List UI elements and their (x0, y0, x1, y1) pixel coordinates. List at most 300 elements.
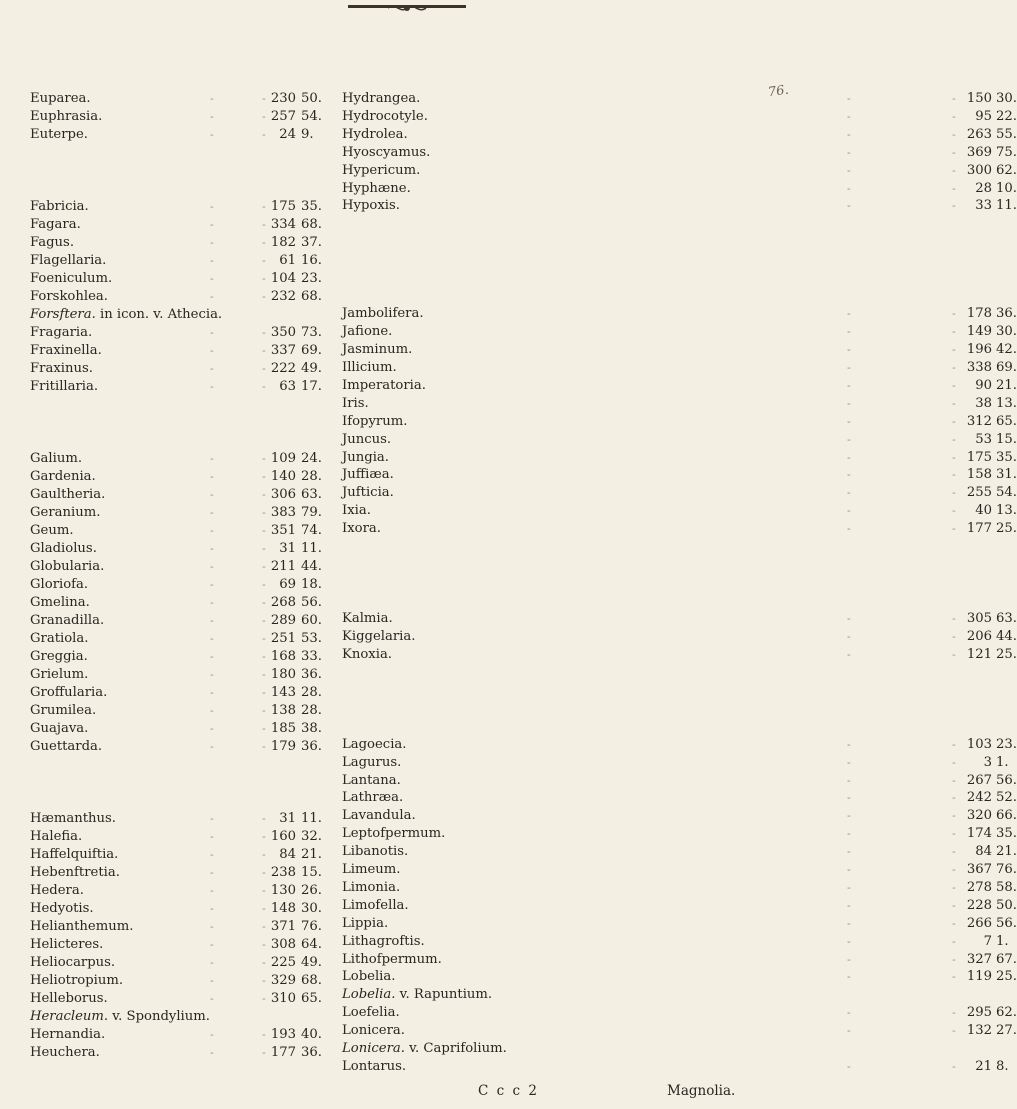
leader-dash: - (847, 863, 851, 876)
leader-dash: - (262, 740, 266, 753)
entry-name: Globularia. (30, 559, 105, 574)
section-number: 63. (996, 611, 1017, 626)
leader-dash: - (262, 920, 266, 933)
leader-dash: - (262, 866, 266, 879)
leader-dash: - (847, 1059, 851, 1073)
entry-name: Euterpe. (30, 127, 88, 142)
leader-dash: - (262, 812, 266, 825)
leader-dash: - (210, 380, 214, 393)
entry-name: Granadilla. (30, 613, 105, 628)
leader-dash: - (210, 884, 214, 897)
entry-name: Jufticia. (342, 485, 394, 501)
leader-dash: - (847, 199, 851, 213)
page-number: 329 (270, 973, 296, 988)
leader-dash: - (952, 612, 956, 625)
leader-dash: - (210, 110, 214, 123)
leader-dash: - (262, 722, 266, 735)
page-number: 138 (270, 703, 296, 718)
entry-name: Hydrolea. (342, 126, 408, 142)
section-number: 16. (301, 253, 322, 268)
leader-dash: - (210, 578, 214, 591)
entry-name: Heuchera. (30, 1045, 100, 1060)
section-number: 25. (996, 521, 1017, 537)
entry-name: Gratiola. (30, 631, 89, 646)
leader-dash: - (847, 791, 851, 805)
section-number: 56. (996, 915, 1017, 931)
leader-dash: - (210, 974, 214, 987)
entry-name: Hypoxis. (342, 198, 400, 214)
leader-dash: - (952, 1059, 956, 1073)
leader-dash: - (952, 486, 956, 500)
page-number: 132 (966, 1023, 992, 1039)
entry-name: Fraxinella. (30, 343, 102, 358)
leader-dash: - (210, 470, 214, 483)
entry-name: Lantana. (342, 772, 401, 788)
page-number: 121 (966, 646, 992, 662)
section-number: 23. (301, 271, 322, 286)
entry-name: Hæmanthus. (30, 811, 117, 826)
page-number: 38 (975, 395, 992, 411)
entry-name: Heracleum. v. Spondylium. (30, 1009, 210, 1024)
page-number: 158 (966, 467, 992, 483)
section-number: 67. (996, 951, 1017, 967)
leader-dash: - (262, 686, 266, 699)
leader-dash: - (847, 109, 851, 123)
leader-dash: - (847, 629, 851, 643)
leader-dash: - (210, 740, 214, 753)
page-number: 130 (270, 883, 296, 898)
page-number: 61 (279, 253, 296, 268)
leader-dash: - (262, 1028, 266, 1041)
section-number: 15. (996, 431, 1017, 447)
page-number: 305 (966, 611, 992, 626)
leader-dash: - (262, 254, 266, 267)
entry-name: Limonia. (342, 879, 401, 895)
section-number: 60. (301, 613, 322, 628)
leader-dash: - (262, 128, 266, 141)
page-number: 150 (966, 91, 992, 106)
entry-name: Hydrangea. (342, 91, 421, 106)
entry-name: Iris. (342, 395, 369, 411)
leader-dash: - (210, 362, 214, 375)
page-number: 312 (966, 413, 992, 429)
section-number: 40. (301, 1027, 322, 1042)
section-number: 26. (301, 883, 322, 898)
entry-name: Fraxinus. (30, 361, 93, 376)
leader-dash: - (847, 898, 851, 912)
entry-name: Fritillaria. (30, 379, 99, 394)
leader-dash: - (847, 307, 851, 321)
entry-name: Lippia. (342, 915, 389, 931)
leader-dash: - (847, 325, 851, 339)
leader-dash: - (952, 378, 956, 392)
entry-name: Jambolifera. (342, 306, 424, 322)
leader-dash: - (262, 290, 266, 303)
catchword: Magnolia. (667, 1083, 736, 1099)
leader-dash: - (952, 92, 956, 105)
page-number: 257 (270, 109, 296, 124)
entry-name: Leptofpermum. (342, 826, 446, 842)
entry-name: Lobelia. (342, 969, 396, 985)
entry-name: Ifopyrum. (342, 413, 408, 429)
page-number: 196 (966, 342, 992, 358)
entry-name: Jungia. (342, 449, 389, 465)
entry-name: Gloriofa. (30, 577, 89, 592)
page-number: 242 (966, 790, 992, 806)
leader-dash: - (952, 1024, 956, 1038)
entry-name: Jafione. (342, 324, 393, 340)
section-number: 18. (301, 577, 322, 592)
leader-dash: - (262, 830, 266, 843)
leader-dash: - (262, 344, 266, 357)
leader-dash: - (952, 970, 956, 984)
section-number: 28. (301, 469, 322, 484)
page-number: 383 (270, 505, 296, 520)
leader-dash: - (262, 650, 266, 663)
page-number: 320 (966, 808, 992, 824)
leader-dash: - (210, 488, 214, 501)
entry-name: Hypericum. (342, 162, 421, 178)
leader-dash: - (847, 952, 851, 966)
leader-dash: - (952, 396, 956, 410)
leader-dash: - (210, 596, 214, 609)
entry-name: Fabricia. (30, 199, 89, 214)
leader-dash: - (210, 92, 214, 105)
entry-name: Guettarda. (30, 739, 103, 754)
section-number: 27. (996, 1023, 1017, 1039)
section-number: 21. (996, 844, 1017, 860)
leader-dash: - (262, 362, 266, 375)
leader-dash: - (262, 848, 266, 861)
entry-name: Gaultheria. (30, 487, 106, 502)
leader-dash: - (262, 110, 266, 123)
page-number: 289 (270, 613, 296, 628)
entry-name: Flagellaria. (30, 253, 107, 268)
section-number: 17. (301, 379, 322, 394)
leader-dash: - (210, 290, 214, 303)
page-number: 222 (270, 361, 296, 376)
section-number: 68. (301, 217, 322, 232)
entry-name: Lithofpermum. (342, 951, 442, 967)
section-number: 36. (301, 1045, 322, 1060)
leader-dash: - (952, 1006, 956, 1020)
leader-dash: - (210, 1046, 214, 1059)
section-number: 28. (301, 703, 322, 718)
entry-name: Juffiæa. (342, 467, 394, 483)
page-number: 334 (270, 217, 296, 232)
section-number: 11. (301, 811, 322, 826)
page-number: 104 (270, 271, 296, 286)
page-number: 53 (975, 431, 992, 447)
page-number: 177 (966, 521, 992, 537)
leader-dash: - (210, 326, 214, 339)
leader-dash: - (952, 809, 956, 823)
section-number: 15. (301, 865, 322, 880)
section-number: 37. (301, 235, 322, 250)
leader-dash: - (262, 560, 266, 573)
entry-name: Gladiolus. (30, 541, 97, 556)
page-number: 40 (975, 503, 992, 519)
page-number: 3 (983, 754, 992, 770)
section-number: 69. (996, 360, 1017, 375)
section-number: 79. (301, 505, 322, 520)
entry-name: Hydrocotyle. (342, 108, 428, 124)
page-number: 263 (966, 126, 992, 142)
page-number: 185 (270, 721, 296, 736)
page-number: 149 (966, 324, 992, 340)
leader-dash: - (262, 236, 266, 249)
section-number: 44. (996, 628, 1017, 644)
entry-name: Euphrasia. (30, 109, 103, 124)
page-number: 238 (270, 865, 296, 880)
leader-dash: - (210, 938, 214, 951)
page-number: 90 (975, 377, 992, 393)
section-number: 9. (301, 127, 314, 142)
page-number: 251 (270, 631, 296, 646)
entry-name: Haffelquiftia. (30, 847, 119, 862)
page-number: 174 (966, 826, 992, 842)
section-number: 13. (996, 395, 1017, 411)
entry-name: Geum. (30, 523, 74, 538)
section-number: 68. (301, 973, 322, 988)
section-number: 56. (996, 772, 1017, 788)
leader-dash: - (262, 92, 266, 105)
page-number: 31 (279, 811, 296, 826)
section-number: 24. (301, 451, 322, 466)
leader-dash: - (262, 452, 266, 465)
section-number: 49. (301, 955, 322, 970)
entry-name: Kalmia. (342, 611, 393, 626)
entry-name: Lavandula. (342, 808, 416, 824)
leader-dash: - (847, 432, 851, 446)
leader-dash: - (262, 956, 266, 969)
leader-dash: - (262, 668, 266, 681)
leader-dash: - (952, 468, 956, 482)
leader-dash: - (847, 845, 851, 859)
section-number: 76. (301, 919, 322, 934)
section-number: 10. (996, 180, 1017, 196)
entry-name: Fagus. (30, 235, 75, 250)
entry-name: Limofella. (342, 897, 409, 913)
leader-dash: - (952, 450, 956, 464)
section-number: 35. (996, 826, 1017, 842)
section-number: 63. (301, 487, 322, 502)
page-number: 84 (279, 847, 296, 862)
page-number: 369 (966, 144, 992, 160)
section-number: 69. (301, 343, 322, 358)
leader-dash: - (847, 450, 851, 464)
page-number: 225 (270, 955, 296, 970)
leader-dash: - (262, 524, 266, 537)
section-number: 36. (301, 739, 322, 754)
entry-name: Foeniculum. (30, 271, 113, 286)
leader-dash: - (210, 452, 214, 465)
entry-name: Hyphæne. (342, 180, 411, 196)
section-number: 30. (996, 91, 1017, 106)
section-number: 11. (996, 198, 1017, 214)
page-number: 193 (270, 1027, 296, 1042)
section-number: 76. (996, 862, 1017, 877)
entry-name: Gardenia. (30, 469, 96, 484)
entry-name: Lathræa. (342, 790, 404, 806)
leader-dash: - (847, 880, 851, 894)
leader-dash: - (952, 307, 956, 321)
leader-dash: - (847, 827, 851, 841)
leader-dash: - (262, 542, 266, 555)
section-number: 13. (996, 503, 1017, 519)
section-number: 50. (996, 897, 1017, 913)
section-number: 23. (996, 736, 1017, 752)
entry-name: Lagoecia. (342, 736, 407, 752)
entry-name: Heliotropium. (30, 973, 124, 988)
entry-name: Lontarus. (342, 1058, 407, 1074)
section-number: 66. (996, 808, 1017, 824)
page-number: 160 (270, 829, 296, 844)
entry-name: Forskohlea. (30, 289, 108, 304)
leader-dash: - (210, 704, 214, 717)
section-number: 38. (301, 721, 322, 736)
section-number: 42. (996, 342, 1017, 358)
leader-dash: - (952, 343, 956, 357)
page-number: 327 (966, 951, 992, 967)
leader-dash: - (210, 236, 214, 249)
page-number: 308 (270, 937, 296, 952)
section-number: 44. (301, 559, 322, 574)
page-number: 148 (270, 901, 296, 916)
page-number: 179 (270, 739, 296, 754)
leader-dash: - (262, 578, 266, 591)
section-number: 53. (301, 631, 322, 646)
leader-dash: - (952, 880, 956, 894)
page-number: 351 (270, 523, 296, 538)
section-number: 25. (996, 646, 1017, 662)
page-number: 21 (975, 1058, 992, 1074)
section-number: 36. (996, 306, 1017, 322)
leader-dash: - (847, 378, 851, 392)
leader-dash: - (262, 596, 266, 609)
leader-dash: - (262, 380, 266, 393)
leader-dash: - (847, 181, 851, 195)
leader-dash: - (952, 952, 956, 966)
entry-name: Knoxia. (342, 646, 392, 662)
entry-name: Lagurus. (342, 754, 402, 770)
entry-name: Helianthemum. (30, 919, 134, 934)
entry-name: Guajava. (30, 721, 89, 736)
section-number: 55. (996, 126, 1017, 142)
entry-name: Illicium. (342, 360, 397, 375)
leader-dash: - (262, 938, 266, 951)
entry-name: Limeum. (342, 862, 401, 877)
section-number: 35. (301, 199, 322, 214)
leader-dash: - (952, 773, 956, 787)
leader-dash: - (210, 902, 214, 915)
leader-dash: - (952, 863, 956, 876)
leader-dash: - (847, 755, 851, 769)
page-number: 350 (270, 325, 296, 340)
leader-dash: - (847, 414, 851, 428)
leader-dash: - (952, 934, 956, 948)
entry-name: Helleborus. (30, 991, 108, 1006)
leader-dash: - (210, 344, 214, 357)
leader-dash: - (952, 414, 956, 428)
leader-dash: - (210, 560, 214, 573)
leader-dash: - (952, 755, 956, 769)
section-number: 58. (996, 879, 1017, 895)
leader-dash: - (952, 432, 956, 446)
entry-name: Heliocarpus. (30, 955, 116, 970)
page-number: 175 (270, 199, 296, 214)
page-number: 228 (966, 897, 992, 913)
section-number: 8. (996, 1058, 1009, 1074)
entry-name: Gmelina. (30, 595, 90, 610)
page-number: 119 (966, 969, 992, 985)
page-number: 69 (279, 577, 296, 592)
leader-dash: - (952, 647, 956, 661)
entry-name: Grielum. (30, 667, 89, 682)
page-number: 31 (279, 541, 296, 556)
entry-name: Juncus. (342, 431, 392, 447)
leader-dash: - (262, 506, 266, 519)
leader-dash: - (952, 109, 956, 123)
leader-dash: - (210, 506, 214, 519)
page-number: 371 (270, 919, 296, 934)
page-number: 232 (270, 289, 296, 304)
leader-dash: - (210, 956, 214, 969)
page-number: 310 (270, 991, 296, 1006)
leader-dash: - (952, 522, 956, 536)
entry-name: Euparea. (30, 91, 91, 106)
page-number: 103 (966, 736, 992, 752)
section-number: 49. (301, 361, 322, 376)
entry-name: Fagara. (30, 217, 81, 232)
leader-dash: - (847, 486, 851, 500)
leader-dash: - (847, 145, 851, 159)
entry-name: Lithagroftis. (342, 933, 425, 949)
leader-dash: - (847, 773, 851, 787)
page-number: 28 (975, 180, 992, 196)
leader-dash: - (210, 524, 214, 537)
section-number: 30. (301, 901, 322, 916)
header-ornament (348, 2, 466, 14)
section-number: 68. (301, 289, 322, 304)
page-number: 337 (270, 343, 296, 358)
page-number: 206 (966, 628, 992, 644)
leader-dash: - (262, 1046, 266, 1059)
leader-dash: - (262, 884, 266, 897)
section-number: 11. (301, 541, 322, 556)
page-number: 7 (983, 933, 992, 949)
page-number: 63 (279, 379, 296, 394)
leader-dash: - (210, 218, 214, 231)
leader-dash: - (210, 920, 214, 933)
section-number: 1. (996, 754, 1009, 770)
leader-dash: - (210, 848, 214, 861)
entry-name: Hedera. (30, 883, 84, 898)
leader-dash: - (952, 845, 956, 859)
leader-dash: - (952, 145, 956, 159)
section-number: 62. (996, 162, 1017, 178)
leader-dash: - (210, 272, 214, 285)
leader-dash: - (847, 163, 851, 177)
entry-name: Fragaria. (30, 325, 93, 340)
entry-name: Groffularia. (30, 685, 108, 700)
leader-dash: - (210, 668, 214, 681)
section-number: 35. (996, 449, 1017, 465)
section-number: 31. (996, 467, 1017, 483)
section-number: 32. (301, 829, 322, 844)
entry-name: Loefelia. (342, 1005, 400, 1021)
leader-dash: - (210, 542, 214, 555)
